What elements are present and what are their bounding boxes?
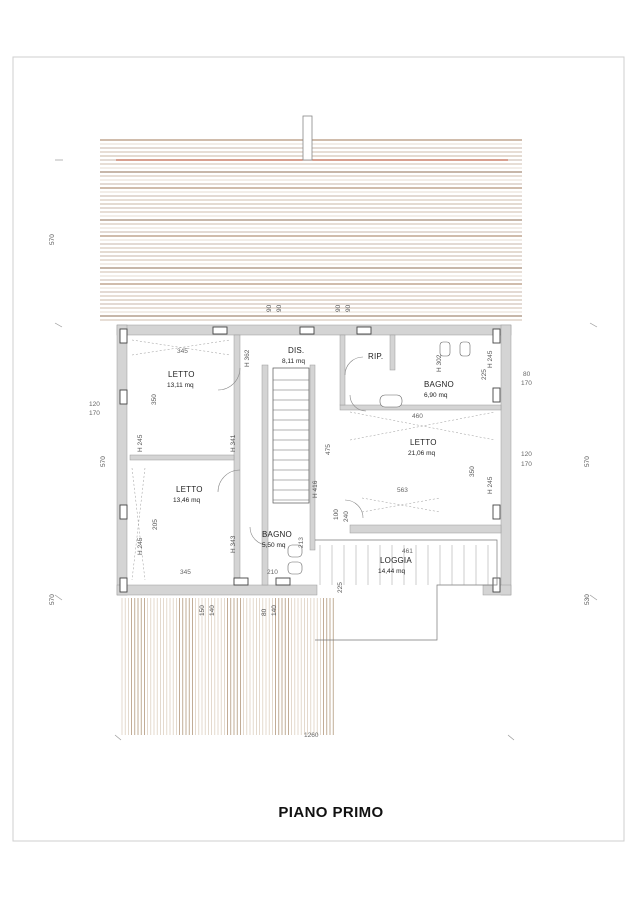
height-label: H 245 <box>487 476 494 494</box>
room-name: LOGGIA <box>380 556 412 565</box>
room-area: 13,11 mq <box>167 382 194 389</box>
height-label: H 245 <box>137 537 144 555</box>
room-name: BAGNO <box>262 530 292 539</box>
opening-label: 240 <box>343 511 350 522</box>
opening-label: 170 <box>521 461 532 468</box>
page-title: PIANO PRIMO <box>278 804 384 821</box>
dim-label: 570 <box>49 234 56 245</box>
room-name: RIP. <box>368 352 384 361</box>
dim-label: 350 <box>151 394 158 405</box>
dim-label: 570 <box>100 456 107 467</box>
room-area: 5,50 mq <box>262 542 286 549</box>
opening-label: 120 <box>521 451 532 458</box>
dim-label: 205 <box>152 519 159 530</box>
height-label: H 362 <box>244 349 251 367</box>
dim-label: 475 <box>325 444 332 455</box>
dim-label: 570 <box>584 456 591 467</box>
opening-label: 90 <box>335 304 342 312</box>
opening-label: 170 <box>521 380 532 387</box>
opening-label: 90 <box>345 304 352 312</box>
room-name: LETTO <box>168 370 195 379</box>
dim-label: 345 <box>177 348 188 355</box>
height-label: H 343 <box>230 535 237 553</box>
chimney <box>303 116 312 160</box>
opening-label: 140 <box>271 605 278 616</box>
opening-label: 80 <box>523 371 531 378</box>
opening-label: 90 <box>266 304 273 312</box>
dim-label: 225 <box>481 369 488 380</box>
room-name: LETTO <box>410 438 437 447</box>
stairs <box>273 368 309 503</box>
opening-label: 170 <box>89 410 100 417</box>
height-label: H 245 <box>137 434 144 452</box>
room-name: BAGNO <box>424 380 454 389</box>
dim-label: 460 <box>412 413 423 420</box>
height-label: H 302 <box>436 354 443 372</box>
dim-label: 563 <box>397 487 408 494</box>
opening-label: 140 <box>209 605 216 616</box>
room-area: 14,44 mq <box>378 568 406 575</box>
opening-label: 100 <box>333 509 340 520</box>
height-label: H 245 <box>487 350 494 368</box>
room-name: LETTO <box>176 485 203 494</box>
dim-label: 345 <box>180 569 191 576</box>
dim-label: 570 <box>49 594 56 605</box>
bathroom-fixtures <box>288 342 470 574</box>
dim-label: 461 <box>402 548 413 555</box>
room-area: 13,46 mq <box>173 497 201 504</box>
opening-label: 150 <box>199 605 206 616</box>
dim-label: 225 <box>337 582 344 593</box>
room-area: 6,90 mq <box>424 392 448 399</box>
dim-label: 213 <box>298 537 305 548</box>
roof-stripes <box>100 140 522 320</box>
room-area: 21,06 mq <box>408 450 436 457</box>
opening-label: 80 <box>261 608 268 616</box>
height-label: H 341 <box>230 434 237 452</box>
opening-label: 120 <box>89 401 100 408</box>
dim-label: 1260 <box>304 732 319 739</box>
terrace-stripes <box>122 598 333 735</box>
dim-label: 210 <box>267 569 278 576</box>
room-name: DIS. <box>288 346 305 355</box>
sheet-frame <box>13 57 624 841</box>
height-label: H 416 <box>312 480 319 498</box>
room-area: 8,11 mq <box>282 358 306 365</box>
dim-label: 530 <box>584 594 591 605</box>
opening-label: 90 <box>276 304 283 312</box>
dim-label: 350 <box>469 466 476 477</box>
